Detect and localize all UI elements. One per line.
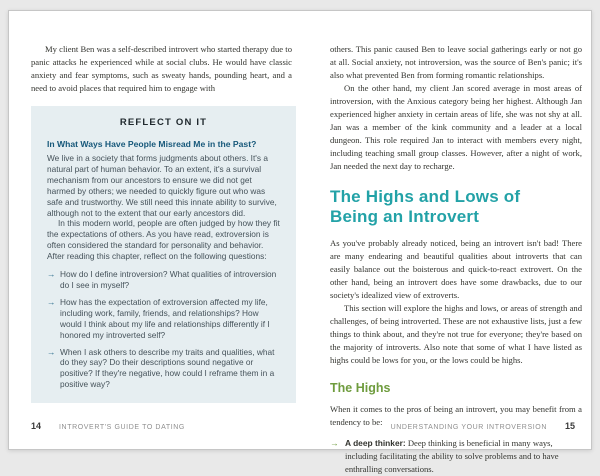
bullet-text — [345, 437, 582, 476]
bullet-text: How has the expectation of extroversion affected my life, including work, family, friends, and relationships? How would I think about my life and relationships differently if I honored my introverted self? — [60, 296, 270, 340]
arrow-icon: → — [47, 296, 56, 307]
reflect-box — [31, 106, 296, 403]
bullet-lead: A deep thinker: — [345, 438, 406, 448]
right-paragraph-4: This section will explore the highs and lows, or areas of strength and challenges, of being introverted. These are not exhaustive lists, just a few things to think about, and they're not true for everyone; they're based on the majority of introverts. Also note that some of what I have listed as highs could be lows for you, or the lows could be highs. — [330, 303, 582, 365]
reflect-box-question: In What Ways Have People Misread Me in the Past? — [47, 139, 257, 149]
bullet-text: How do I define introversion? What qualities of introversion do I see in myself? — [60, 269, 277, 290]
left-paragraph: My client Ben was a self-described introvert who started therapy due to panic attacks he experienced while at social clubs. He would have classic anxiety and fear symptoms, such as sweaty hands, pounding heart, and a need to avoid places that required him to engage with — [31, 44, 292, 93]
list-item — [47, 297, 280, 341]
page-number: 14 — [31, 421, 42, 431]
list-item — [47, 269, 280, 291]
right-footer — [391, 421, 575, 431]
arrow-icon: → — [330, 438, 339, 448]
bullet-text: When I ask others to describe my traits and qualities, what do they say? Do their descriptions sound negative or positive? If they're negative, how could I reframe them in a positive way? — [60, 346, 275, 390]
book-spread — [8, 10, 592, 474]
reflect-box-paragraph-2: In this modern world, people are often judged by how they fit the expectations of others. As you have read, extroversion is often considered the standard for personality and behavior. After reading this chapter, reflect on the following questions: — [47, 218, 280, 262]
left-footer — [31, 421, 185, 431]
right-paragraph-1: others. This panic caused Ben to leave social gatherings early or not go at all. Social anxiety, not introversion, was the source of Ben's panic; it's also what prevented Ben from forming romantic relationships. — [330, 44, 582, 80]
arrow-icon: → — [47, 269, 56, 280]
list-item — [47, 347, 280, 391]
reflect-box-bullet-list — [47, 269, 280, 390]
running-header: UNDERSTANDING YOUR INTROVERSION — [390, 424, 547, 431]
page-left — [9, 11, 300, 449]
right-paragraph-5: When it comes to the pros of being an introvert, you may benefit from a tendency to be: — [330, 404, 582, 427]
right-paragraph-3: As you've probably already noticed, being an introvert isn't bad! There are many endearing and beautiful qualities about introverts that can easily balance out the boisterous and quick-to-react extrovert. On the other hand, being an introvert does have some drawbacks, due to our society's idealized view of extroverts. — [330, 238, 582, 300]
subsection-heading: The Highs — [330, 381, 391, 395]
page-right — [300, 11, 591, 474]
running-header: INTROVERT'S GUIDE TO DATING — [59, 424, 185, 431]
bullet-body: Deep thinking is beneficial in many ways, including facilitating the ability to solve problems and to have enthralling conversations. — [345, 438, 559, 474]
section-heading: The Highs and Lows of Being an Introvert — [330, 187, 521, 226]
arrow-icon: → — [47, 346, 56, 357]
reflect-box-paragraph-1: We live in a society that forms judgments about others. It's a natural part of human behavior. To an extent, it's a survival mechanism from our ancestors to ensure we did not get harmed by others; we needed to quickly figure out who was safe and trustworthy. We still need this innate ability to survive, although not to the extent that our early ancestors did. — [47, 153, 277, 218]
page-number: 15 — [564, 421, 575, 431]
reflect-box-title: REFLECT ON IT — [119, 117, 208, 128]
list-item — [330, 437, 582, 476]
right-paragraph-2: On the other hand, my client Jan scored average in most areas of introversion, with the Anxious category being her highest. Although Jan experienced higher anxiety in certain areas of life, she was not shy at all. Jan was a member of the kink community and a leader at a local dungeon. This role required Jan to interact with members every night, including teaching small group classes. However, after a night of work, Jan needed the next day to recharge. — [330, 83, 582, 171]
